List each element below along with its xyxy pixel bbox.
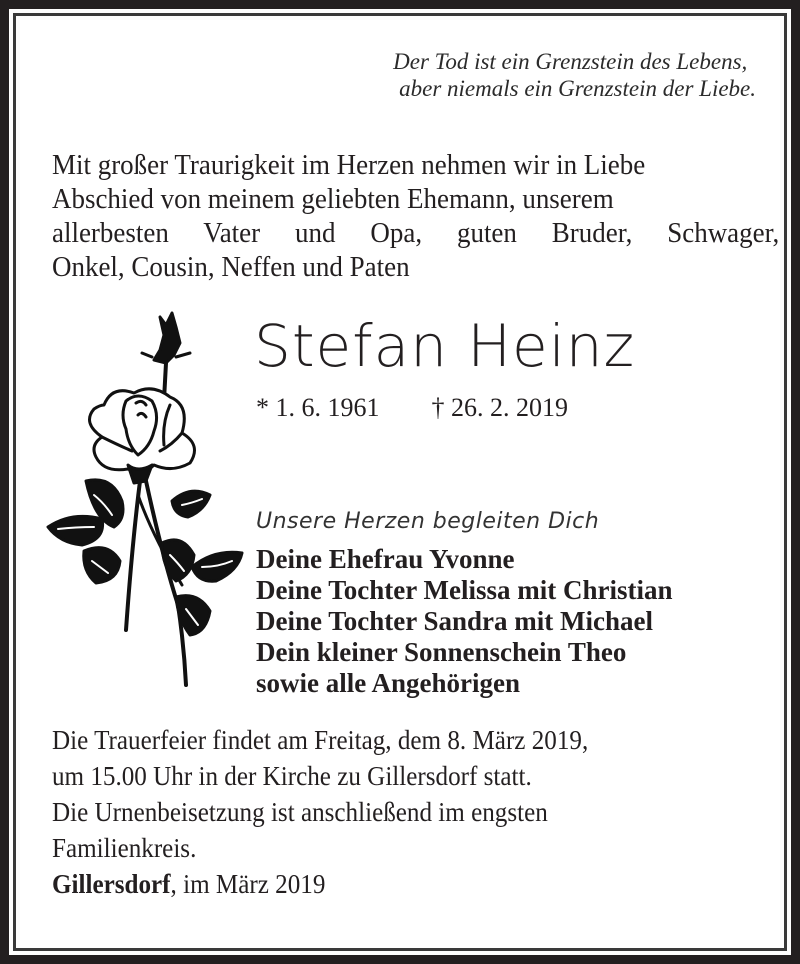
mourner-line: Deine Tochter Sandra mit Michael [256, 606, 653, 636]
intro-line: allerbesten Vater und Opa, guten Bruder, Schwager, [52, 217, 780, 249]
life-dates [256, 393, 568, 423]
mourner-line: Deine Ehefrau Yvonne [256, 544, 515, 574]
details-line: Die Trauerfeier findet am Freitag, dem 8. März 2019, [52, 725, 589, 755]
details-line: Die Urnenbeisetzung ist anschließend im engsten [52, 797, 548, 827]
mourner-line: Deine Tochter Melissa mit Christian [256, 575, 673, 605]
intro-line: Mit großer Traurigkeit im Herzen nehmen wir in Liebe [52, 149, 646, 181]
intro-line: Onkel, Cousin, Neffen und Paten [52, 251, 410, 283]
mourners-heading: Unsere Herzen begleiten Dich [256, 509, 600, 534]
funeral-details [52, 722, 588, 902]
details-line: Familienkreis. [52, 833, 197, 863]
birth-date: * 1. 6. 1961 [256, 393, 380, 422]
death-date: † 26. 2. 2019 [431, 393, 568, 422]
mourner-line: sowie alle Angehörigen [256, 668, 520, 698]
deceased-name: Stefan Heinz [254, 312, 636, 380]
mourner-line: Dein kleiner Sonnenschein Theo [256, 637, 627, 667]
place-date-line [52, 866, 588, 902]
motto-quote [393, 48, 756, 102]
rose-icon [42, 305, 247, 690]
intro-paragraph [52, 148, 780, 284]
motto-line-1: Der Tod ist ein Grenzstein des Lebens, [393, 49, 748, 74]
motto-line-2: aber niemals ein Grenzstein der Liebe. [399, 76, 756, 101]
place-name: Gillersdorf [52, 869, 171, 899]
mourners-list [256, 544, 672, 699]
details-line: um 15.00 Uhr in der Kirche zu Gillersdorf statt. [52, 761, 532, 791]
place-date: , im März 2019 [170, 869, 326, 899]
intro-line: Abschied von meinem geliebten Ehemann, unserem [52, 183, 614, 215]
